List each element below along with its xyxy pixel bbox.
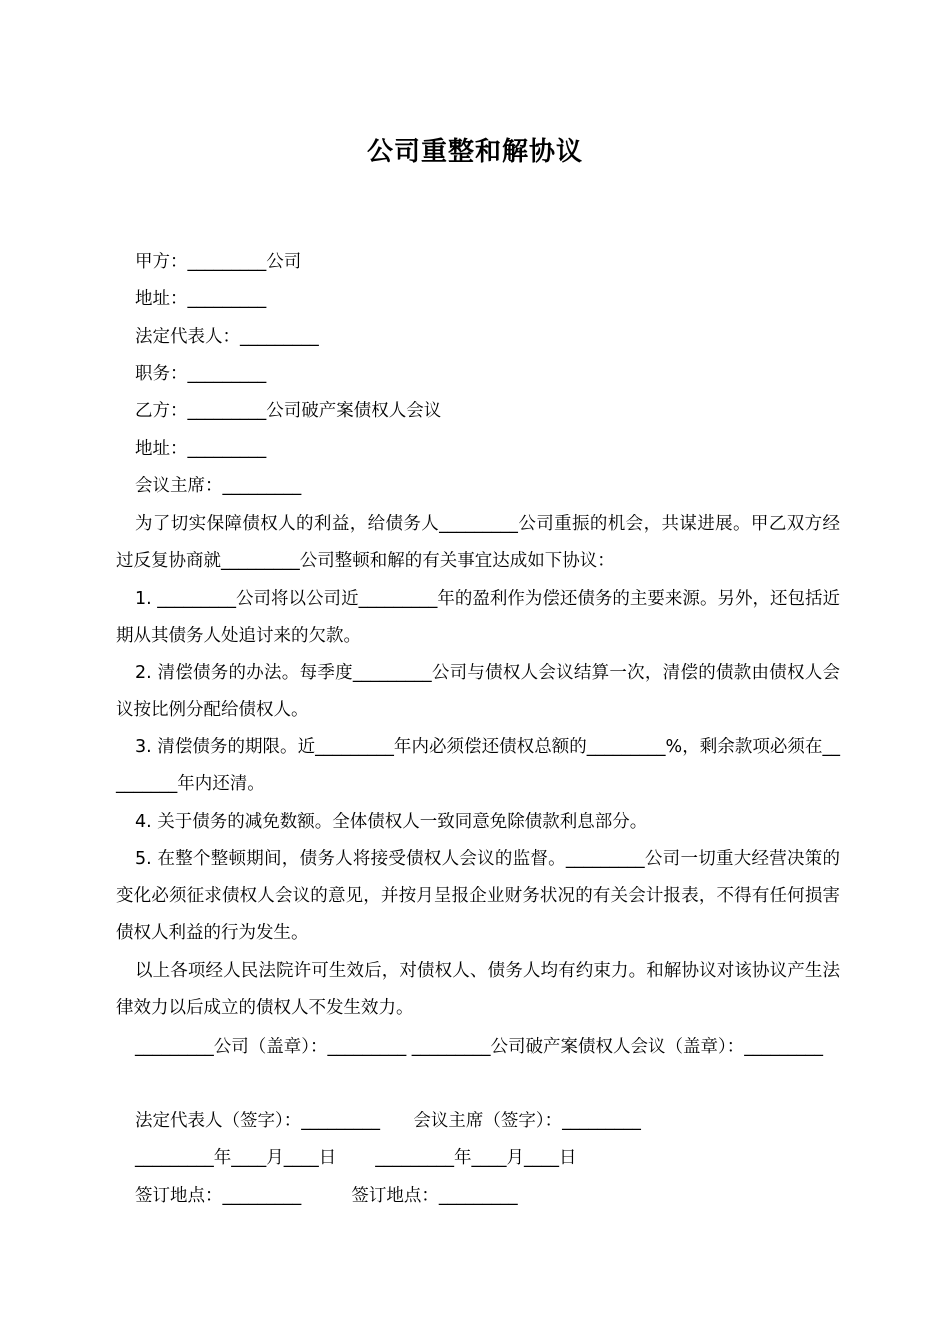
signature-line: 法定代表人（签字）：_________ 会议主席（签字）：_________ <box>135 1111 641 1131</box>
date-line: _________年____月____日 _________年____月____日 <box>135 1148 577 1168</box>
legal-representative-line: 法定代表人：_________ <box>135 327 319 347</box>
document-title: 公司重整和解协议 <box>366 137 583 167</box>
closing-paragraph: 以上各项经人民法院许可生效后，对债权人、债务人均有约束力。和解协议对该协议产生法律效力以后成立的债权人不发生效力。 <box>116 961 840 1018</box>
clause-4: 4. 关于债务的减免数额。全体债权人一致同意免除债款利息部分。 <box>135 812 648 832</box>
seal-line: _________公司（盖章）：_________ _________公司破产案债权人会议（盖章）：_________ <box>135 1037 824 1057</box>
clause-5: 5. 在整个整顿期间，债务人将接受债权人会议的监督。_________公司一切重大经营决策的变化必须征求债权人会议的意见，并按月呈报企业财务状况的有关会计报表，不得有任何损害债权人利益的行为发生。 <box>116 849 840 943</box>
clause-1: 1. _________公司将以公司近_________年的盈利作为偿还债务的主要来源。另外，还包括近期从其债务人处追讨来的欠款。 <box>116 589 840 646</box>
meeting-chair-line: 会议主席：_________ <box>135 476 302 496</box>
party-a-address-line: 地址：_________ <box>135 289 267 309</box>
party-a-line: 甲方：_________公司 <box>135 252 302 272</box>
party-b-address-line: 地址：_________ <box>135 439 267 459</box>
clause-2: 2. 清偿债务的办法。每季度_________公司与债权人会议结算一次，清偿的债款由债权人会议按比例分配给债权人。 <box>116 663 840 720</box>
intro-paragraph: 为了切实保障债权人的利益，给债务人_________公司重振的机会，共谋进展。甲乙双方经过反复协商就_________公司整顿和解的有关事宜达成如下协议： <box>116 514 840 571</box>
party-b-line: 乙方：_________公司破产案债权人会议 <box>135 401 442 421</box>
position-line: 职务：_________ <box>135 364 267 384</box>
clause-3: 3. 清偿债务的期限。近_________年内必须偿还债权总额的_________%，剩余款项必须在_________年内还清。 <box>116 737 840 794</box>
signing-place-line: 签订地点：_________ 签订地点：_________ <box>135 1186 518 1206</box>
